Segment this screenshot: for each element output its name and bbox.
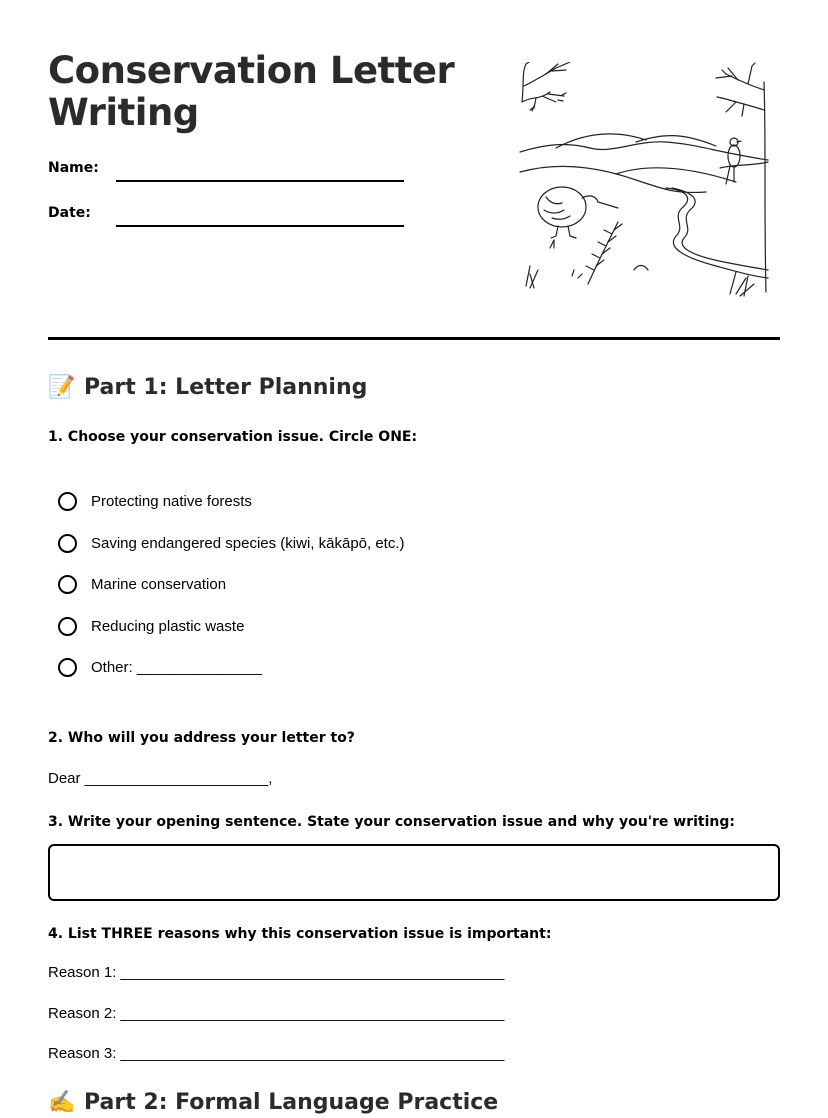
kiwi-landscape-illustration: [516, 62, 772, 300]
dear-line[interactable]: Dear ______________________,: [48, 770, 273, 787]
worksheet-title: Conservation Letter Writing: [48, 49, 455, 134]
memo-icon: 📝: [48, 375, 76, 400]
reason-line[interactable]: Reason 1: ______________________________________________: [48, 964, 505, 981]
section-divider: [48, 337, 780, 340]
question-3: 3. Write your opening sentence. State your conservation issue and why you're writing:: [48, 814, 735, 830]
option-label: Reducing plastic waste: [91, 618, 245, 635]
date-label: Date:: [48, 205, 91, 221]
name-field[interactable]: [116, 180, 404, 182]
option-row[interactable]: [58, 492, 252, 511]
radio-circle[interactable]: [58, 492, 77, 511]
option-row[interactable]: [58, 658, 262, 677]
option-row[interactable]: [58, 575, 226, 594]
date-field[interactable]: [116, 225, 404, 227]
option-label: Protecting native forests: [91, 493, 252, 510]
radio-circle[interactable]: [58, 534, 77, 553]
option-row[interactable]: [58, 617, 244, 636]
radio-circle[interactable]: [58, 658, 77, 677]
name-label: Name:: [48, 160, 99, 176]
reason-line[interactable]: Reason 3: ______________________________________________: [48, 1045, 505, 1062]
question-1: 1. Choose your conservation issue. Circle ONE:: [48, 429, 418, 445]
part1-heading: [48, 375, 367, 400]
option-label: Marine conservation: [91, 576, 227, 593]
question-2: 2. Who will you address your letter to?: [48, 730, 355, 746]
part2-heading-text: Part 2: Formal Language Practice: [84, 1090, 499, 1115]
option-label: Other: _______________: [91, 659, 262, 676]
option-row[interactable]: [58, 534, 405, 553]
question-4: 4. List THREE reasons why this conservation issue is important:: [48, 926, 552, 942]
part2-heading: [48, 1090, 498, 1115]
radio-circle[interactable]: [58, 617, 77, 636]
part1-heading-text: Part 1: Letter Planning: [84, 375, 368, 400]
reason-line[interactable]: Reason 2: ______________________________________________: [48, 1005, 505, 1022]
radio-circle[interactable]: [58, 575, 77, 594]
writing-hand-icon: ✍️: [48, 1090, 76, 1115]
option-label: Saving endangered species (kiwi, kākāpō, etc.): [91, 535, 405, 552]
opening-sentence-box[interactable]: [48, 844, 780, 901]
